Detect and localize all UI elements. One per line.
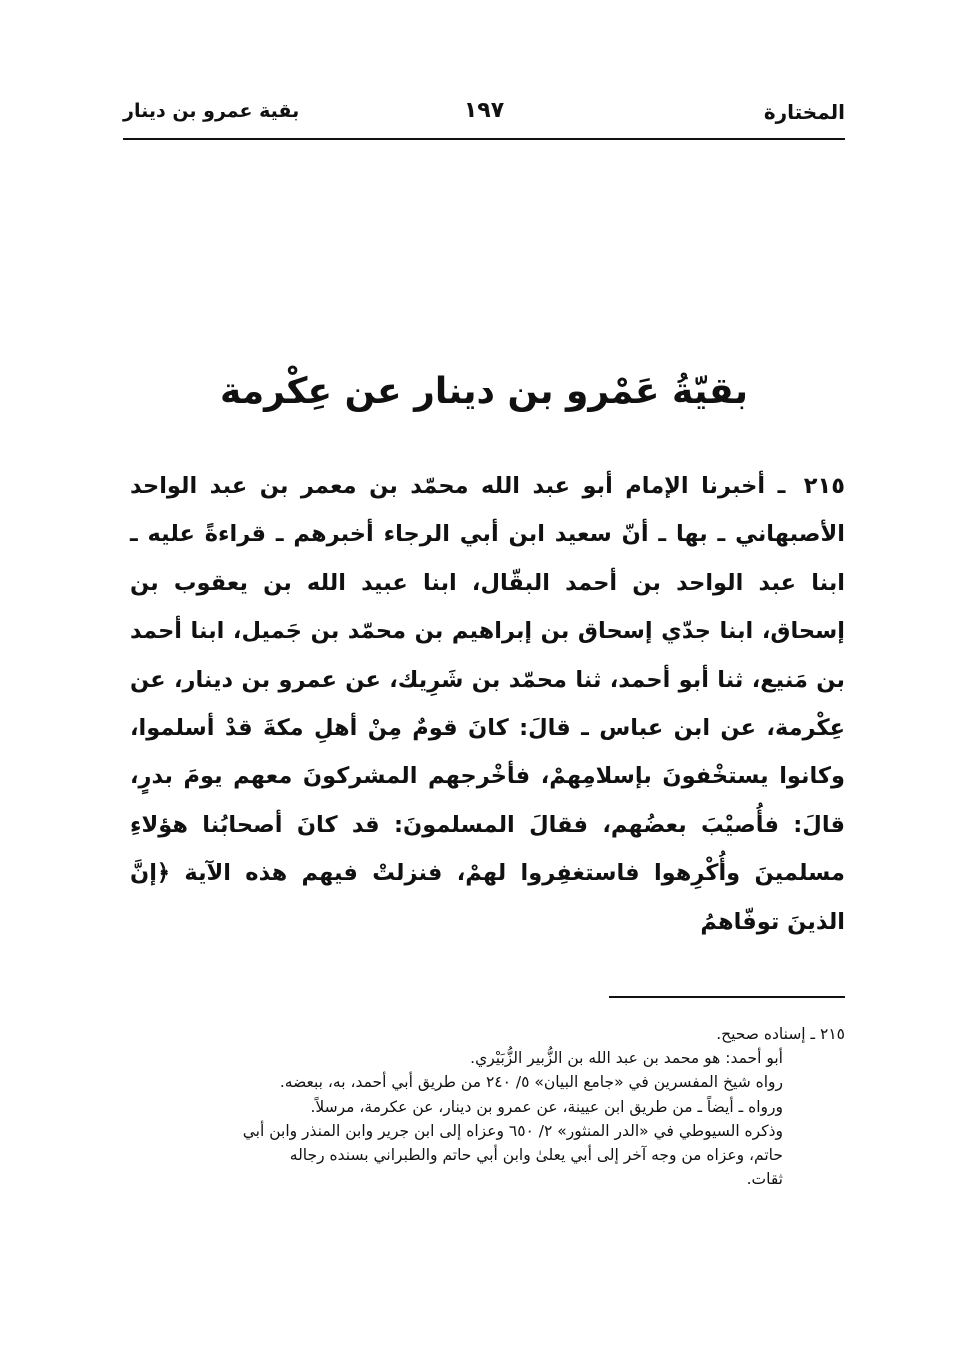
header-rule [123,138,845,140]
header-book-title: المختارة [763,100,845,124]
footnote-line: حاتم، وعزاه من وجه آخر إلى أبي يعلىٰ وابن أبي حاتم والطبراني بسنده رجاله [289,1146,783,1165]
section-title: بقيّةُ عَمْرو بن دينار عن عِكْرمة [220,371,748,412]
footnote-number: ٢١٥ [820,1025,845,1043]
header-section-title: بقية عمرو بن دينار [123,100,300,122]
footnote-line: أبو أحمد: هو محمد بن عبد الله بن الزُّبير الزُّبَيْري. [470,1049,783,1068]
footnote-line: ثقات. [746,1170,783,1189]
hadith-text: ـ أخبرنا الإمام أبو عبد الله محمّد بن معمر بن عبد الواحد الأصبهاني ـ بها ـ أنّ سعيد ابن أبي الرجاء أخبرهم ـ قراءةً عليه ـ ابنا عبد الواحد بن أحمد البقّال، ابنا عبيد الله بن يعقوب بن إسحاق، ابنا جدّي إسحاق بن إبراهيم بن محمّد بن جَميل، ابنا أحمد بن مَنيع، ثنا أبو أحمد، ثنا محمّد بن شَرِيك، عن عمرو بن دينار، عن عِكْرمة، عن ابن عباس ـ قالَ: كانَ قومٌ مِنْ أهلِ مكةَ قدْ أسلموا، وكانوا يستخْفونَ بإسلامِهمْ، فأخْرجهم المشركونَ معهم يومَ بدرٍ، قالَ: فأُصيْبَ بعضُهم، فقالَ المسلمونَ: قد كانَ أصحابُنا هؤلاءِ مسلمينَ وأُكْرِهوا فاستغفِروا لهمْ، فنزلتْ فيهم هذه الآية ﴿إنَّ الذينَ توفّاهمُ [130,473,845,935]
hadith-number: ٢١٥ [803,473,845,499]
footnote-separator [609,996,845,998]
footnote-heading [123,1022,845,1046]
footnote-line: وذكره السيوطي في «الدر المنثور» ٢/ ٦٥٠ وعزاه إلى ابن جرير وابن المنذر وابن أبي [242,1121,783,1140]
hadith-body [130,462,845,946]
running-header [123,96,845,132]
footnote-line: رواه شيخ المفسرين في «جامع البيان» ٥/ ٢٤٠ من طريق أبي أحمد، به، ببعضه. [279,1073,783,1092]
footnote-isnad: ـ إسناده صحيح. [716,1025,816,1043]
footnote-line: ورواه ـ أيضاً ـ من طريق ابن عيينة، عن عمرو بن دينار، عن عكرمة، مرسلاً. [310,1097,783,1116]
page-number: ١٩٧ [463,98,505,123]
footnotes [123,1022,845,1191]
